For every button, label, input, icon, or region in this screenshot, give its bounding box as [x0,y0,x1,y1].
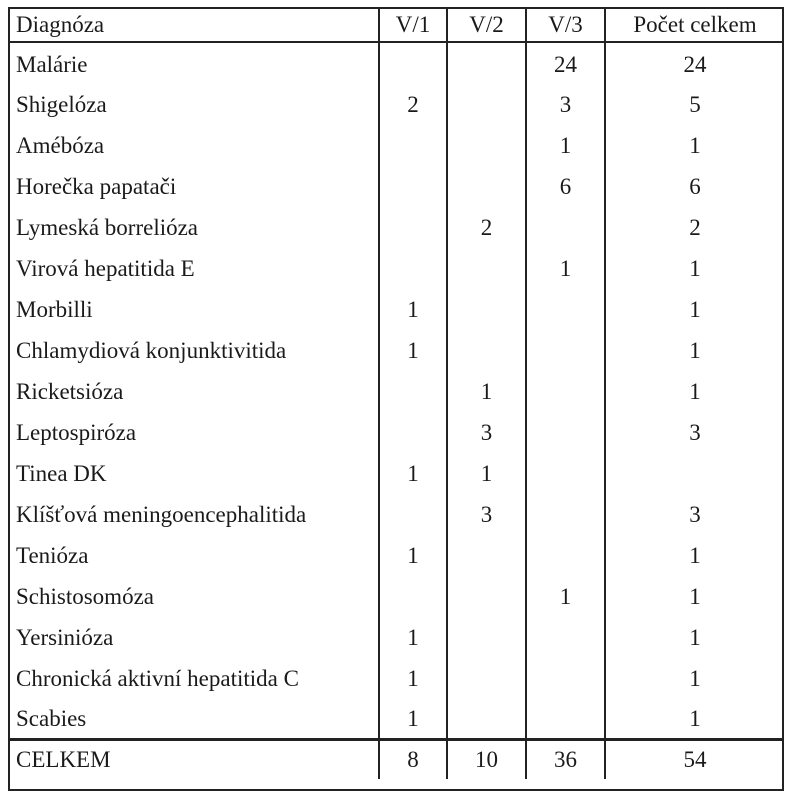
cell-v2 [447,42,526,83]
cell-v3: 1 [526,247,605,288]
total-v2: 10 [447,739,526,779]
cell-v3 [526,657,605,698]
diagnosis-table [8,7,784,779]
cell-v1 [379,124,447,165]
table-row [8,165,784,206]
cell-v3 [526,616,605,657]
cell-total [605,452,784,493]
table-row [8,206,784,247]
header-v1: V/1 [379,7,447,42]
table-row [8,42,784,83]
cell-total: 1 [605,575,784,616]
cell-v2: 3 [447,493,526,534]
total-label: CELKEM [8,739,379,779]
cell-diagnosis: Amébóza [16,133,105,158]
cell-v2 [447,657,526,698]
cell-v2 [447,575,526,616]
cell-diagnosis: Virová hepatitida E [16,256,195,281]
cell-v3 [526,288,605,329]
cell-v1 [379,42,447,83]
cell-v2 [447,247,526,288]
table-row [8,616,784,657]
cell-v2 [447,124,526,165]
cell-v2 [447,288,526,329]
cell-v3: 3 [526,83,605,124]
cell-diagnosis: Tenióza [16,543,89,568]
cell-v3 [526,493,605,534]
table-row [8,657,784,698]
cell-v3 [526,452,605,493]
table-row [8,329,784,370]
cell-v1: 1 [379,452,447,493]
cell-total: 1 [605,124,784,165]
cell-diagnosis: Malárie [16,51,88,77]
cell-total: 2 [605,206,784,247]
cell-v1: 1 [379,698,447,739]
cell-diagnosis: Klíšťová meningoencephalitida [16,502,307,527]
cell-v1: 2 [379,83,447,124]
cell-v2 [447,83,526,124]
cell-total: 5 [605,83,784,124]
cell-v2: 2 [447,206,526,247]
table-body [8,42,784,739]
cell-v1 [379,370,447,411]
total-row [8,739,784,779]
cell-total: 1 [605,616,784,657]
cell-diagnosis: Ricketsióza [16,379,124,404]
cell-diagnosis: Lymeská borrelióza [16,215,199,240]
header-diagnosis: Diagnóza [8,7,379,42]
cell-v3 [526,698,605,739]
header-v3: V/3 [526,7,605,42]
cell-total: 24 [605,42,784,83]
table-row [8,493,784,534]
cell-v2: 3 [447,411,526,452]
cell-total: 1 [605,329,784,370]
cell-total: 1 [605,698,784,739]
table-row [8,370,784,411]
total-count: 54 [605,739,784,779]
cell-v2 [447,616,526,657]
cell-v2 [447,329,526,370]
table-row [8,83,784,124]
cell-total: 3 [605,493,784,534]
table-row [8,124,784,165]
cell-v1 [379,206,447,247]
cell-diagnosis: Yersinióza [16,625,114,650]
cell-v3: 1 [526,575,605,616]
cell-v1: 1 [379,534,447,575]
header-total: Počet celkem [605,7,784,42]
table-row [8,452,784,493]
cell-total: 1 [605,370,784,411]
total-v3: 36 [526,739,605,779]
cell-v3 [526,534,605,575]
total-v1: 8 [379,739,447,779]
cell-diagnosis: Horečka papatači [16,174,177,199]
cell-v3 [526,411,605,452]
header-row [8,7,784,42]
cell-v1 [379,575,447,616]
cell-diagnosis: Shigelóza [16,92,107,117]
cell-v1 [379,247,447,288]
table-footer [8,739,784,779]
table-header [8,7,784,42]
cell-diagnosis: Tinea DK [16,461,107,486]
cell-v3: 6 [526,165,605,206]
cell-v3: 1 [526,124,605,165]
cell-v2: 1 [447,370,526,411]
cell-v3 [526,206,605,247]
table-row [8,575,784,616]
cell-v3 [526,370,605,411]
cell-v1: 1 [379,288,447,329]
cell-v3: 24 [526,42,605,83]
cell-v2: 1 [447,452,526,493]
cell-diagnosis: Scabies [16,706,87,732]
cell-v2 [447,534,526,575]
cell-v2 [447,165,526,206]
cell-total: 1 [605,247,784,288]
cell-diagnosis: Chlamydiová konjunktivitida [16,338,287,363]
table-row [8,534,784,575]
cell-v1: 1 [379,329,447,370]
cell-diagnosis: Morbilli [16,297,93,322]
cell-total: 3 [605,411,784,452]
cell-diagnosis: Leptospiróza [16,420,137,445]
table-row [8,247,784,288]
table-row [8,288,784,329]
cell-total: 1 [605,288,784,329]
cell-v1 [379,493,447,534]
cell-v1 [379,165,447,206]
cell-total: 1 [605,657,784,698]
cell-v1: 1 [379,616,447,657]
cell-v1: 1 [379,657,447,698]
cell-diagnosis: Schistosomóza [16,584,154,609]
table-row [8,411,784,452]
cell-diagnosis: Chronická aktivní hepatitida C [16,666,299,691]
header-v2: V/2 [447,7,526,42]
cell-v3 [526,329,605,370]
cell-v2 [447,698,526,739]
table-row [8,698,784,739]
cell-v1 [379,411,447,452]
cell-total: 6 [605,165,784,206]
cell-total: 1 [605,534,784,575]
